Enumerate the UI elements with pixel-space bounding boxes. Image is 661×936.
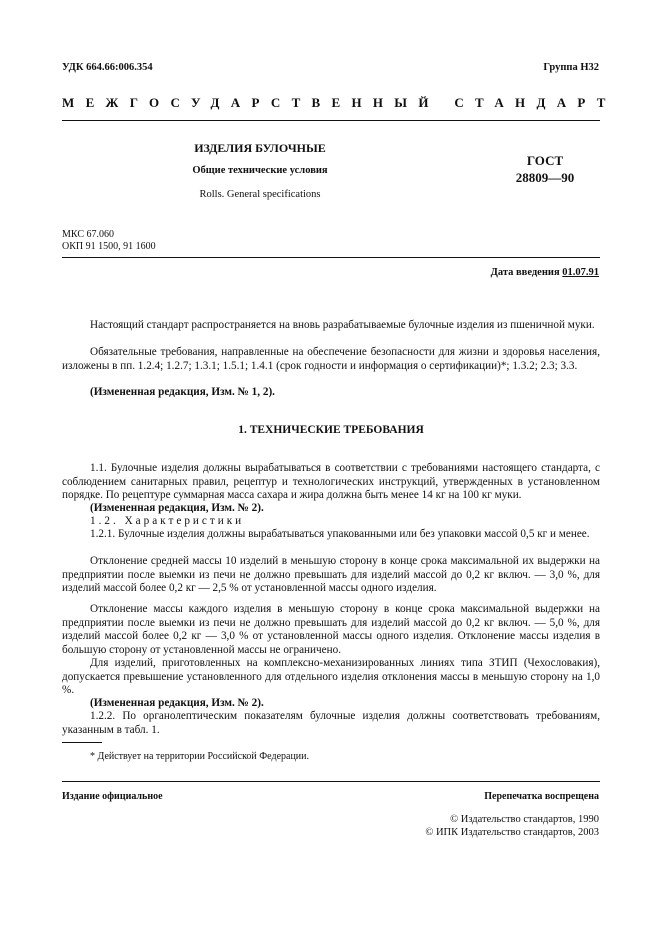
footnote-rule	[62, 742, 102, 743]
gost-number: 28809—90	[515, 170, 575, 185]
section-heading: 1. ТЕХНИЧЕСКИЕ ТРЕБОВАНИЯ	[238, 424, 424, 436]
gost-label: ГОСТ	[526, 153, 564, 168]
clause-1-1-amendment: (Измененная редакция, Изм. № 2).	[90, 502, 264, 514]
ztip-lines-note: Для изделий, приготовленных на комплексно-механизированных линиях типа ЗТИП (Чехословакия), допускается превышение установленного для отдельного изделия отклонения массы в меньшую сторону на 1,0 %.	[62, 657, 600, 696]
clause-1-1: 1.1. Булочные изделия должны вырабатываться в соответствии с требованиями настоящего стандарта, с соблюдением санитарных правил, рецептур и технологических инструкций, утвержденных в установленном порядке. По рецептуре суммарная масса сахара и жира должна быть менее 14 кг на 100 кг муки.	[62, 462, 600, 501]
official-edition: Издание официальное	[62, 791, 163, 802]
mks-code: МКС 67.060	[62, 229, 114, 240]
intro-paragraph-mandatory: Обязательные требования, направленные на обеспечение безопасности для жизни и здоровья населения, изложены в пп. 1.2.4; 1.2.7; 1.3.1; 1.5.1; 1.4.1 (срок годности и информация о сертификации)*; 1.3.2; 2.3; 3.3.	[62, 346, 600, 372]
clause-1-2: 1.2. Характеристики	[90, 515, 245, 527]
intro-date	[491, 267, 599, 278]
reprint-prohibited: Перепечатка воспрещена	[484, 791, 599, 802]
udk-code: УДК 664.66:006.354	[62, 62, 153, 73]
group-code: Группа Н32	[543, 62, 599, 73]
codes-rule	[62, 257, 600, 258]
clause-1-2-2: 1.2.2. По органолептическим показателям булочные изделия должны соответствовать требованиям, указанным в табл. 1.	[62, 710, 600, 736]
intro-date-value: 01.07.91	[562, 267, 599, 278]
doc-title: ИЗДЕЛИЯ БУЛОЧНЫЕ	[194, 141, 326, 155]
intro-date-label: Дата введения	[490, 267, 560, 278]
clause-1-2-1: 1.2.1. Булочные изделия должны вырабатываться упакованными или без упаковки массой 0,5 кг и менее.	[90, 528, 590, 540]
weight-deviation-average: Отклонение средней массы 10 изделий в меньшую сторону в конце срока максимальной их выдержки на предприятии после выемки из печи не должно превышать для изделий массой до 0,2 кг включ. — 3,0 %, для изделий массой более 0,2 кг — 2,5 % от установленной массы одного изделия.	[62, 555, 600, 594]
bottom-rule	[62, 781, 600, 782]
copyright-2003: © ИПК Издательство стандартов, 2003	[425, 827, 599, 838]
footnote: * Действует на территории Российской Федерации.	[90, 751, 309, 762]
banner-rule	[62, 120, 600, 121]
intro-paragraph-scope: Настоящий стандарт распространяется на вновь разрабатываемые булочные изделия из пшеничной муки.	[90, 319, 595, 331]
clause-amendment-2: (Измененная редакция, Изм. № 2).	[90, 697, 264, 709]
copyright-1990: © Издательство стандартов, 1990	[450, 814, 599, 825]
weight-deviation-single: Отклонение массы каждого изделия в меньшую сторону в конце срока максимальной выдержки на предприятии после выемки из печи не должно превышать для изделий массой до 0,2 кг включ. — 5,0 %, для изделий массой более 0,2 кг — 3,0 % от установленной массы одного изделия. Отклонение массы изделия в большую сторону от установленной массы не ограничено.	[62, 603, 600, 656]
intro-amendment: (Измененная редакция, Изм. № 1, 2).	[90, 386, 275, 398]
okp-code: ОКП 91 1500, 91 1600	[62, 241, 156, 252]
doc-english-title: Rolls. General specifications	[199, 189, 321, 200]
standard-banner: МЕЖГОСУДАРСТВЕННЫЙ СТАНДАРТ	[62, 95, 617, 110]
doc-subtitle: Общие технические условия	[192, 165, 328, 176]
